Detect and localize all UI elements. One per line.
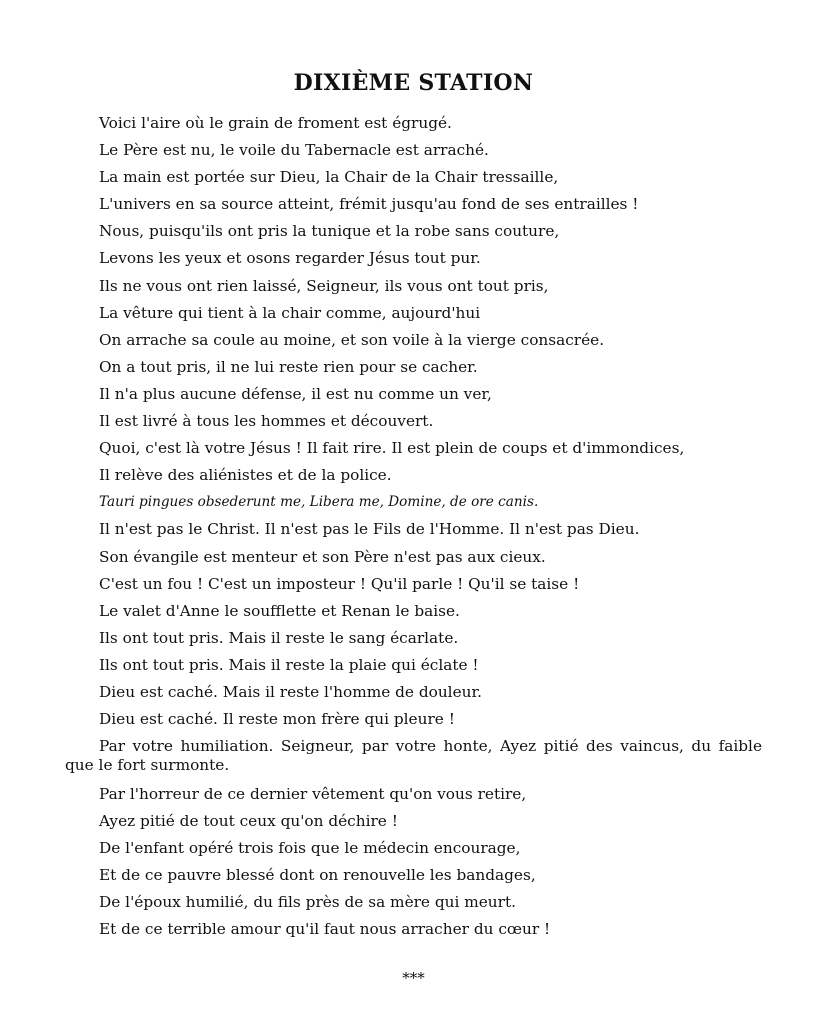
verse-block [65,114,762,947]
verse-line: Il n'est pas le Christ. Il n'est pas le Fils de l'Homme. Il n'est pas Dieu. [99,520,640,539]
verse-line: Voici l'aire où le grain de froment est égrugé. [99,114,452,132]
verse-line: Ils ne vous ont rien laissé, Seigneur, ils vous ont tout pris, [99,276,549,295]
verse-line: Ils ont tout pris. Mais il reste le sang écarlate. [99,628,459,647]
verse-line: On a tout pris, il ne lui reste rien pour se cacher. [99,357,478,376]
verse-line: Par l'horreur de ce dernier vêtement qu'on vous retire, [99,784,527,803]
verse-line: Levons les yeux et osons regarder Jésus tout pur. [99,249,481,268]
verse-paragraph: Par votre humiliation. Seigneur, par votre honte, Ayez pitié des vaincus, du faible que le fort surmonte. [65,737,762,775]
verse-line: De l'époux humilié, du fils près de sa mère qui meurt. [99,893,516,912]
verse-line: Il relève des aliénistes et de la police. [99,466,392,485]
page-title: DIXIÈME STATION [293,70,534,96]
verse-line: La vêture qui tient à la chair comme, aujourd'hui [99,303,481,322]
verse-line: Le Père est nu, le voile du Tabernacle est arraché. [99,141,489,160]
verse-line: Il est livré à tous les hommes et découvert. [99,412,434,431]
verse-line: Nous, puisqu'ils ont pris la tunique et la robe sans couture, [99,222,560,241]
verse-line: Le valet d'Anne le soufflette et Renan le baise. [99,601,460,620]
verse-line: Son évangile est menteur et son Père n'est pas aux cieux. [99,547,546,566]
verse-line: Ayez pitié de tout ceux qu'on déchire ! [99,811,398,830]
section-separator: *** [402,969,425,987]
verse-line: Et de ce pauvre blessé dont on renouvelle les bandages, [99,865,536,884]
verse-line: Dieu est caché. Il reste mon frère qui pleure ! [99,710,455,729]
verse-line: Il n'a plus aucune défense, il est nu comme un ver, [99,384,492,403]
verse-line: La main est portée sur Dieu, la Chair de la Chair tressaille, [99,168,559,187]
verse-line: On arrache sa coule au moine, et son voile à la vierge consacrée. [99,330,605,349]
verse-line: Quoi, c'est là votre Jésus ! Il fait rire. Il est plein de coups et d'immondices, [99,439,685,458]
verse-line: De l'enfant opéré trois fois que le médecin encourage, [99,838,521,857]
verse-line: Ils ont tout pris. Mais il reste la plaie qui éclate ! [99,655,479,674]
verse-line: C'est un fou ! C'est un imposteur ! Qu'il parle ! Qu'il se taise ! [99,574,580,593]
verse-line: L'univers en sa source atteint, frémit jusqu'au fond de ses entrailles ! [99,195,639,214]
verse-line: Dieu est caché. Mais il reste l'homme de douleur. [99,682,482,701]
verse-line: Et de ce terrible amour qu'il faut nous arracher du cœur ! [99,920,551,939]
latin-verse-line: Tauri pingues obsederunt me, Libera me, Domine, de ore canis. [99,494,539,511]
